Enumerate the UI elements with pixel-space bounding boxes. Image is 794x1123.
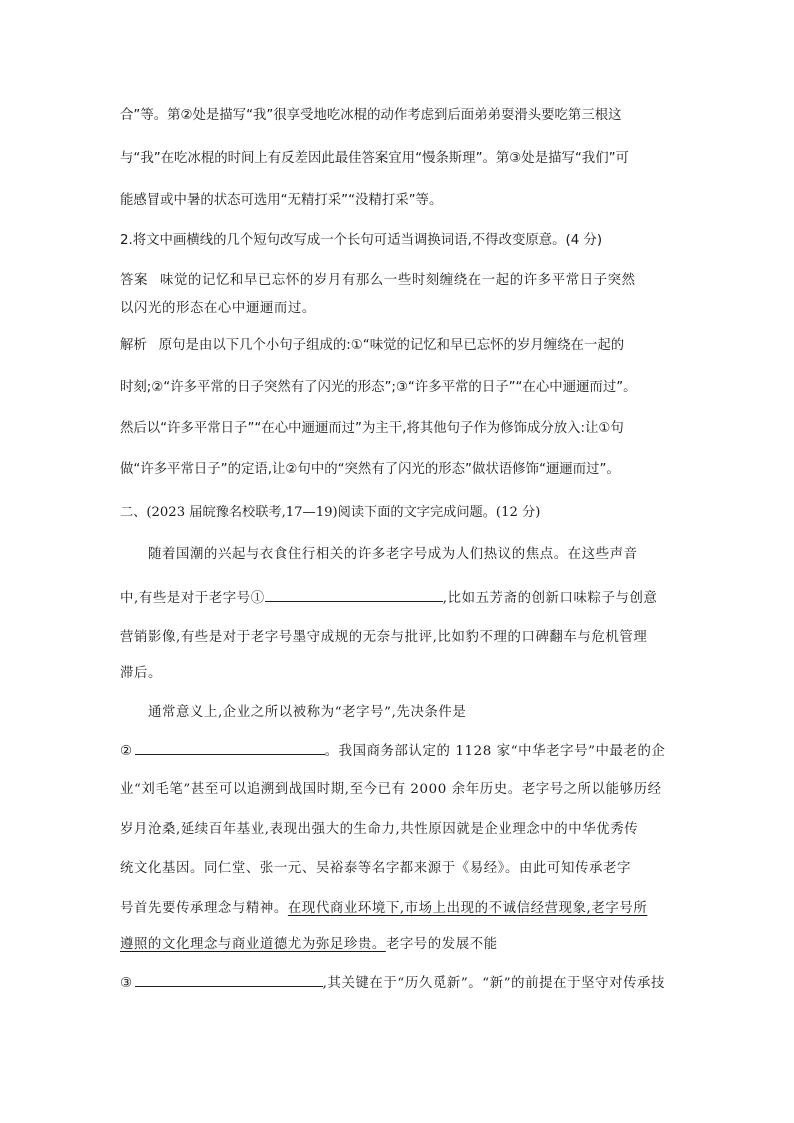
- passage-text: 老字号的发展不能: [385, 937, 498, 952]
- passage-p2-line-5: 统文化基因。同仁堂、张一元、吴裕泰等名字都来源于《易经》。由此可知传承老字: [120, 861, 631, 876]
- q2-analysis-line-1: [120, 336, 624, 356]
- answer-line-1: [120, 271, 636, 291]
- section-2-heading: 二、(2023 届皖豫名校联考,17—19)阅读下面的文字完成问题。(12 分): [120, 505, 541, 520]
- passage-p2-line-8: [120, 971, 665, 994]
- passage-p1-line-3: 营销影像,有些是对于老字号墨守成规的无奈与批评,比如豹不理的口碑翻车与危机管理: [120, 630, 648, 645]
- passage-p2-line-3: 业“刘毛笔”甚至可以追溯到战国时期,至今已有 2000 余年历史。老字号之所以能够历经: [120, 782, 662, 797]
- passage-p1-line-4: 滞后。: [120, 666, 162, 681]
- analysis-label: 解析: [120, 338, 147, 353]
- answer-label: 答案: [120, 273, 148, 288]
- passage-p2-line-4: 岁月沧桑,延续百年基业,表现出强大的生命力,共性原因就是企业理念中的中华优秀传: [120, 822, 639, 837]
- question-2-prompt: 2.将文中画横线的几个短句改写成一个长句可适当调换词语,不得改变原意。(4 分): [120, 233, 603, 248]
- passage-text: ②: [120, 744, 133, 759]
- passage-text: 。我国商务部认定的 1128 家“中华老字号”中最老的企: [324, 744, 666, 759]
- passage-p2-line-2: [120, 739, 666, 762]
- passage-text: ③: [120, 976, 133, 991]
- analysis-text-1: 原句是由以下几个小句子组成的:①“味觉的记忆和早已忘怀的岁月缠绕在一起的: [158, 338, 625, 353]
- passage-p2-line-7: [120, 935, 498, 955]
- answer-blank-2[interactable]: [135, 739, 325, 755]
- analysis-line-2: 与“我”在吃冰棍的时间上有反差因此最佳答案宜用“慢条斯理”。第③处是描写“我们”可: [120, 151, 629, 166]
- answer-blank-3[interactable]: [135, 971, 323, 987]
- answer-text-1: 味觉的记忆和早已忘怀的岁月有那么一些时刻缠绕在一起的许多平常日子突然: [159, 273, 636, 288]
- q2-analysis-line-3: 然后以“许多平常日子”“在心中逦逦而过”为主干,将其他句子作为修饰成分放入:让①句: [120, 421, 624, 436]
- passage-p2-line-6: [120, 899, 647, 919]
- analysis-line-1: 合”等。第②处是描写“我”很享受地吃冰棍的动作考虑到后面弟弟耍滑头要吃第三根这: [120, 108, 622, 123]
- passage-text: 号首先要传承理念与精神。: [120, 901, 288, 916]
- underlined-sentence-part-2: 遵照的文化理念与商业道德尤为弥足珍贵。: [120, 937, 386, 952]
- underlined-sentence-part-1: 在现代商业环境下,市场上出现的不诚信经营现象,老字号所: [287, 901, 648, 916]
- passage-p1-line-1: 随着国潮的兴起与衣食住行相关的许多老字号成为人们热议的焦点。在这些声音: [148, 547, 638, 562]
- passage-text: 中,有些是对于老字号①: [120, 591, 265, 606]
- passage-text: ,比如五芳斋的创新口味粽子与创意: [442, 591, 658, 606]
- passage-p1-line-2: [120, 586, 657, 609]
- q2-analysis-line-2: 时刻;②“许多平常的日子突然有了闪光的形态”;③“许多平常的日子”“在心中逦逦而过”。: [120, 380, 637, 395]
- passage-p2-line-1: 通常意义上,企业之所以被称为“老字号”,先决条件是: [148, 705, 467, 720]
- answer-blank-1[interactable]: [265, 586, 443, 602]
- passage-text: ,其关键在于“历久觅新”。“新”的前提在于坚守对传承技: [322, 976, 666, 991]
- q2-analysis-line-4: 做“许多平常日子”的定语,让②句中的“突然有了闪光的形态”做状语修饰“逦逦而过”。: [120, 462, 620, 477]
- answer-line-2: 以闪光的形态在心中逦逦而过。: [120, 301, 316, 316]
- analysis-line-3: 能感冒或中暑的状态可选用“无精打采”“没精打采”等。: [120, 193, 443, 208]
